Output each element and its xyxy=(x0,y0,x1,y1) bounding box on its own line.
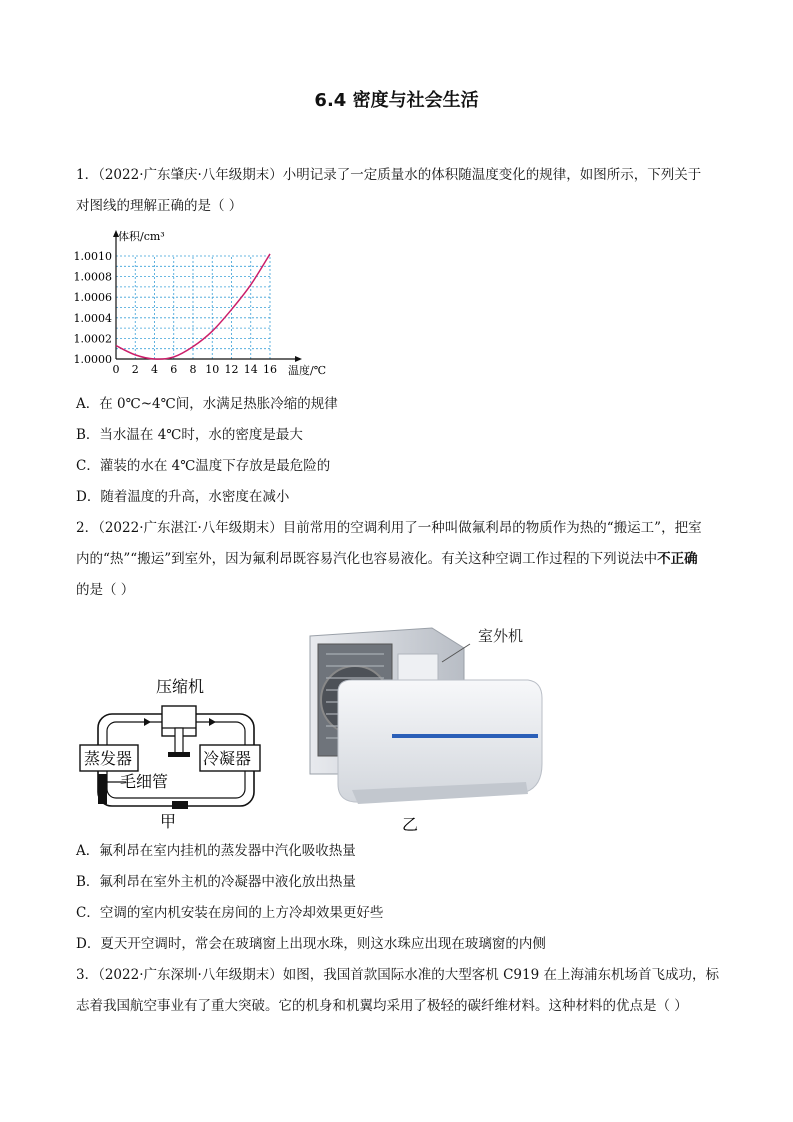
flow-arrow-icon xyxy=(144,718,151,726)
q2-stem-line3: 的是（ ） xyxy=(76,582,135,598)
indoor-unit-stripe xyxy=(392,734,538,738)
q3-stem-line2: 志着我国航空事业有了重大突破。它的机身和机翼均采用了极轻的碳纤维材料。这种材料的优点是（ ） xyxy=(76,998,688,1014)
capillary-label: 毛细管 xyxy=(120,772,169,791)
x-tick-label: 0 xyxy=(112,363,120,376)
outdoor-unit-label: 室外机 xyxy=(478,627,524,645)
page-title: 6.4 密度与社会生活 xyxy=(314,90,479,111)
refrigeration-cycle-diagram xyxy=(76,670,276,835)
y-tick-label: 1.0006 xyxy=(73,291,112,305)
q1-option-c: C．灌装的水在 4℃温度下存放是最危险的 xyxy=(76,458,331,474)
q2-option-c: C．空调的室内机安装在房间的上方冷却效果更好些 xyxy=(76,905,384,921)
figure-label-a: 甲 xyxy=(160,812,177,831)
indoor-unit xyxy=(338,680,542,804)
q1-option-a: A．在 0℃~4℃间，水满足热胀冷缩的规律 xyxy=(76,396,338,412)
evaporator-label: 蒸发器 xyxy=(84,749,133,768)
q1-stem-line1: 1．（2022·广东肇庆·八年级期末）小明记录了一定质量水的体积随温度变化的规律，如图所示，下列关于 xyxy=(76,167,702,183)
q1-stem-line2: 对图线的理解正确的是（ ） xyxy=(76,198,243,214)
q2-option-a: A．氟利昂在室内挂机的蒸发器中汽化吸收热量 xyxy=(76,843,356,859)
x-tick-label: 6 xyxy=(170,363,178,376)
x-tick-label: 10 xyxy=(205,363,220,376)
q2-stem-line2 xyxy=(76,549,698,569)
q1-option-d: D．随着温度的升高，水密度在减小 xyxy=(76,489,290,505)
x-axis-label: 温度/℃ xyxy=(288,364,327,376)
flow-arrow-icon xyxy=(209,718,216,726)
capillary-tube xyxy=(98,774,107,804)
y-axis-label: 体积/cm³ xyxy=(118,230,165,243)
condenser-label: 冷凝器 xyxy=(203,749,252,768)
q2-option-b: B．氟利昂在室外主机的冷凝器中液化放出热量 xyxy=(76,874,356,890)
q2-option-d: D．夏天开空调时，常会在玻璃窗上出现水珠，则这水珠应出现在玻璃窗的内侧 xyxy=(76,936,546,952)
compressor-piston xyxy=(175,728,183,756)
y-tick-label: 1.0002 xyxy=(73,332,112,346)
x-tick-label: 4 xyxy=(151,363,158,376)
x-tick-label: 16 xyxy=(263,363,277,376)
q2-stem-line2-text: 内的“热”“搬运”到室外，因为氟利昂既容易汽化也容易液化。有关这种空调工作过程的下列说法中 xyxy=(76,551,658,567)
x-tick-label: 8 xyxy=(189,363,197,376)
y-tick-label: 1.0008 xyxy=(73,270,112,284)
y-tick-label: 1.0000 xyxy=(73,353,112,366)
q2-bold-not-correct: 不正确 xyxy=(657,551,698,567)
x-axis-arrow xyxy=(295,356,302,362)
x-tick-label: 2 xyxy=(131,363,139,376)
y-tick-label: 1.0010 xyxy=(73,250,112,263)
chart-axes xyxy=(113,230,302,362)
volume-temperature-chart xyxy=(70,226,340,376)
x-tick-label: 12 xyxy=(224,363,239,376)
air-conditioner-figure xyxy=(292,614,562,834)
figure-label-b: 乙 xyxy=(402,815,419,834)
y-tick-label: 1.0004 xyxy=(73,311,112,325)
q2-stem-line1: 2．（2022·广东湛江·八年级期末）目前常用的空调利用了一种叫做氟利昂的物质作为热的“搬运工”，把室 xyxy=(76,520,702,536)
q1-option-b: B．当水温在 4℃时，水的密度是最大 xyxy=(76,427,303,443)
chart-grid xyxy=(116,256,270,359)
compressor-label: 压缩机 xyxy=(156,677,205,696)
q3-stem-line1: 3．（2022·广东深圳·八年级期末）如图，我国首款国际水准的大型客机 C919 在上海浦东机场首飞成功，标 xyxy=(76,967,719,983)
x-tick-label: 14 xyxy=(243,363,258,376)
valve-block xyxy=(172,801,188,809)
